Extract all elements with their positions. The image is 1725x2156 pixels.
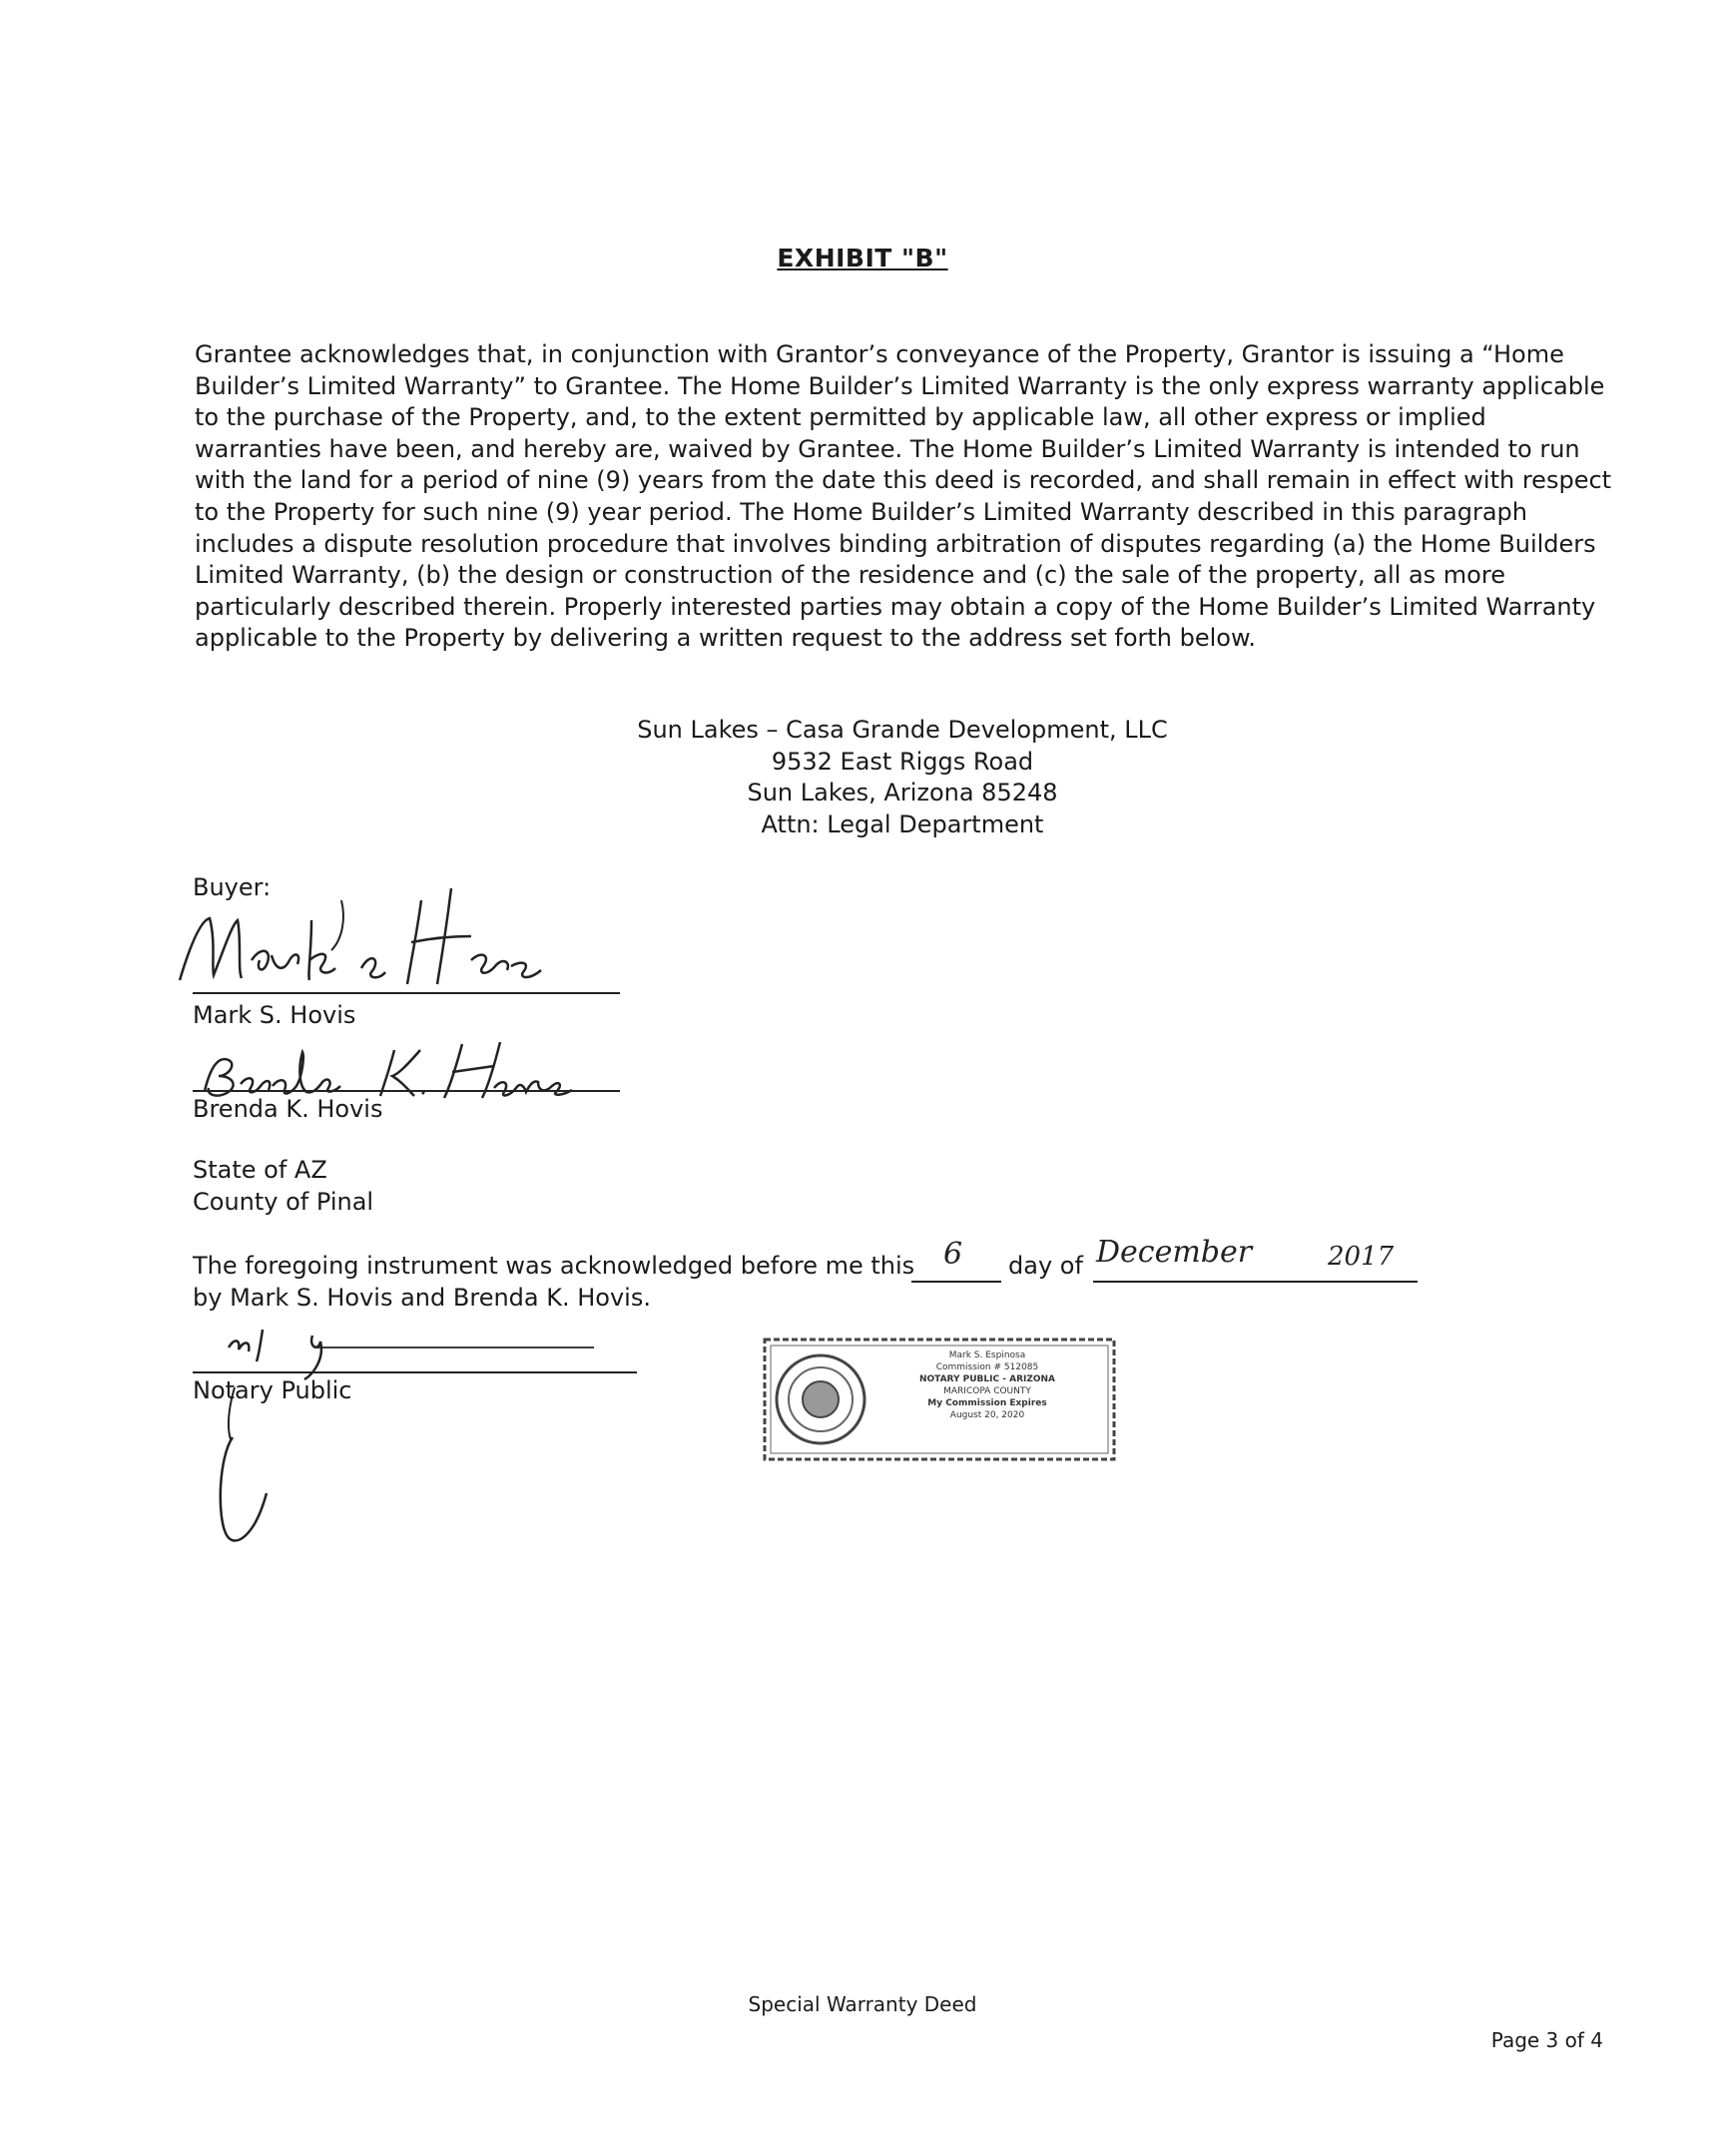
buyer-label: Buyer: bbox=[193, 873, 272, 901]
signer-name-mark: Mark S. Hovis bbox=[193, 1001, 356, 1029]
exhibit-title: EXHIBIT "B" bbox=[777, 244, 948, 272]
signature-notary bbox=[205, 1318, 624, 1557]
address-block bbox=[0, 715, 1725, 840]
venue-state: State of AZ bbox=[193, 1156, 327, 1184]
address-street: 9532 East Riggs Road bbox=[771, 747, 1034, 776]
warranty-paragraph: Grantee acknowledges that, in conjunction with Grantor’s conveyance of the Property, Grantor is issuing a “Home Builder’s Limited Warranty” to Grantee. The Home Builder’s Limited Warranty is the only express warranty applicable to the purchase of the Property, and, to the extent permitted by applicable law, all other express or implied warranties have been, and hereby are, waived by Grantee. The Home Builder’s Limited Warranty is intended to run with the land for a period of nine (9) years from the date this deed is recorded, and shall remain in effect with respect to the Property for such nine (9) year period. The Home Builder’s Limited Warranty described in this paragraph includes a dispute resolution procedure that involves binding arbitration of disputes regarding (a) the Home Builders Limited Warranty, (b) the design or construction of the residence and (c) the sale of the property, all as more particularly described therein. Properly interested parties may obtain a copy of the Home Builder’s Limited Warranty applicable to the Property by delivering a written request to the address set forth below. bbox=[195, 340, 1612, 653]
stamp-title: NOTARY PUBLIC - ARIZONA bbox=[918, 1374, 1056, 1384]
signature-mark-hovis bbox=[172, 880, 631, 1000]
ack-month: December bbox=[1096, 1235, 1253, 1270]
notary-signature-line bbox=[193, 1371, 637, 1373]
ack-day: 6 bbox=[943, 1237, 963, 1272]
footer-doc-title: Special Warranty Deed bbox=[748, 1992, 977, 2016]
signature-line-2 bbox=[193, 1090, 620, 1092]
page-number: Page 3 of 4 bbox=[1490, 2028, 1603, 2052]
venue-county: County of Pinal bbox=[193, 1188, 374, 1216]
stamp-county: MARICOPA COUNTY bbox=[943, 1386, 1031, 1396]
stamp-expires-label: My Commission Expires bbox=[927, 1398, 1047, 1408]
notary-label: Notary Public bbox=[193, 1376, 352, 1404]
stamp-commission: Commission # 512085 bbox=[935, 1362, 1039, 1372]
notary-stamp bbox=[761, 1336, 1118, 1463]
signature-line-1 bbox=[193, 992, 620, 994]
signer-name-brenda: Brenda K. Hovis bbox=[193, 1095, 383, 1123]
ack-year: 2017 bbox=[1328, 1242, 1395, 1272]
ack-line2: by Mark S. Hovis and Brenda K. Hovis. bbox=[193, 1284, 651, 1312]
stamp-name: Mark S. Espinosa bbox=[948, 1350, 1026, 1360]
address-company: Sun Lakes – Casa Grande Development, LLC bbox=[637, 716, 1168, 744]
ack-day-line bbox=[911, 1281, 1001, 1283]
address-attn: Attn: Legal Department bbox=[761, 809, 1044, 838]
ack-middle: day of bbox=[1008, 1252, 1083, 1280]
ack-date-line bbox=[1093, 1281, 1418, 1283]
stamp-expires-date: August 20, 2020 bbox=[949, 1410, 1025, 1420]
address-city: Sun Lakes, Arizona 85248 bbox=[747, 779, 1058, 807]
ack-prefix: The foregoing instrument was acknowledged before me this bbox=[193, 1252, 915, 1280]
